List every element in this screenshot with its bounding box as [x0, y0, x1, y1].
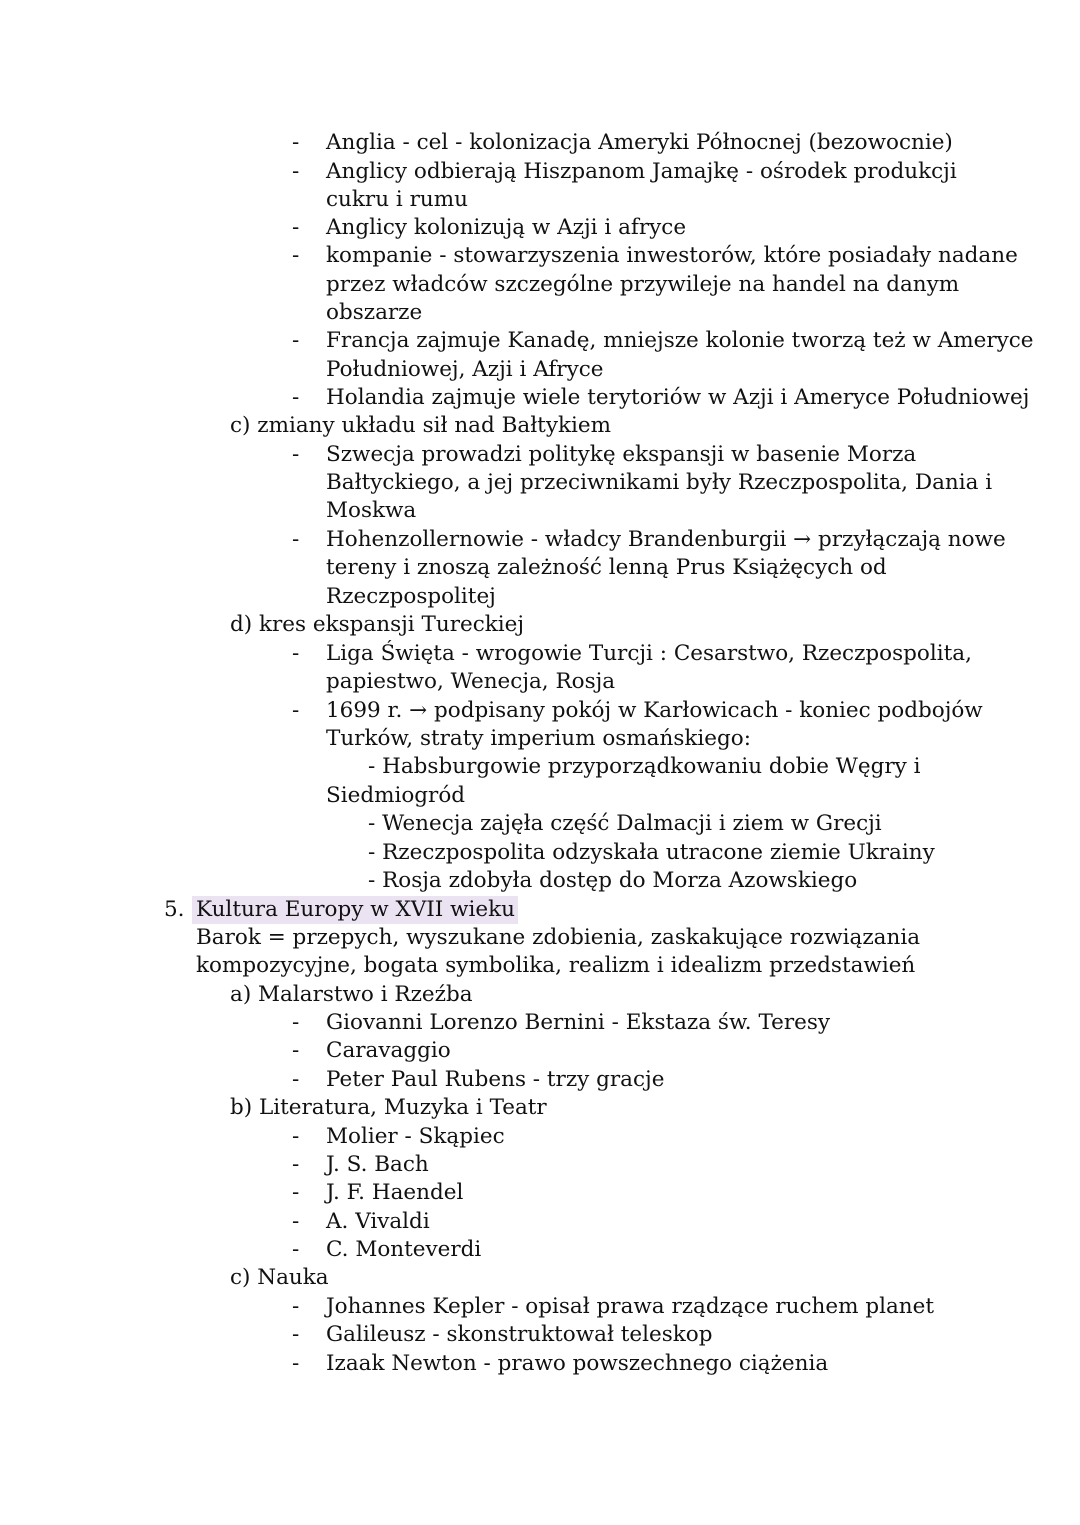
bullet-dash: -: [292, 385, 300, 410]
text-line: Izaak Newton - prawo powszechnego ciążenia: [326, 1351, 829, 1376]
bullet-dash: -: [292, 243, 300, 268]
text-line: Bałtyckiego, a jej przeciwnikami były Rzeczpospolita, Dania i: [326, 470, 993, 495]
bullet-dash: -: [292, 1180, 300, 1205]
text-line: obszarze: [326, 300, 423, 325]
text-line: C. Monteverdi: [326, 1237, 482, 1262]
section-heading: c) zmiany układu sił nad Bałtykiem: [230, 413, 611, 438]
text-line: Barok = przepych, wyszukane zdobienia, zaskakujące rozwiązania: [196, 925, 921, 950]
text-line: 1699 r. → podpisany pokój w Karłowicach - koniec podbojów: [326, 698, 983, 723]
text-line: Anglicy kolonizują w Azji i afryce: [326, 215, 687, 240]
text-line: Południowej, Azji i Afryce: [326, 357, 604, 382]
bullet-dash: -: [292, 328, 300, 353]
text-line: Anglicy odbierają Hiszpanom Jamajkę - ośrodek produkcji: [326, 159, 957, 184]
text-line: tereny i znoszą zależność lenną Prus Książęcych od: [326, 555, 887, 580]
bullet-dash: -: [292, 442, 300, 467]
section-heading: c) Nauka: [230, 1265, 329, 1290]
text-line: A. Vivaldi: [326, 1209, 430, 1234]
bullet-dash: -: [292, 1209, 300, 1234]
bullet-dash: -: [292, 1152, 300, 1177]
bullet-dash: -: [292, 1010, 300, 1035]
text-line: przez władców szczególne przywileje na handel na danym: [326, 272, 960, 297]
text-line: Turków, straty imperium osmańskiego:: [326, 726, 751, 751]
text-line: Francja zajmuje Kanadę, mniejsze kolonie tworzą też w Ameryce: [326, 328, 1034, 353]
chapter-title: Kultura Europy w XVII wieku: [192, 896, 518, 924]
text-line: Anglia - cel - kolonizacja Ameryki Północnej (bezowocnie): [326, 130, 953, 155]
text-line: Rzeczpospolitej: [326, 584, 496, 609]
bullet-dash: -: [292, 159, 300, 184]
text-line: - Rzeczpospolita odzyskała utracone ziemie Ukrainy: [368, 840, 935, 865]
bullet-dash: -: [292, 1322, 300, 1347]
text-line: J. F. Haendel: [326, 1180, 464, 1205]
text-line: Hohenzollernowie - władcy Brandenburgii → przyłączają nowe: [326, 527, 1006, 552]
text-line: Siedmiogród: [326, 783, 466, 808]
text-line: - Wenecja zajęła część Dalmacji i ziem w Grecji: [368, 811, 882, 836]
bullet-dash: -: [292, 215, 300, 240]
text-line: Caravaggio: [326, 1038, 451, 1063]
text-line: Moskwa: [326, 498, 417, 523]
text-line: Galileusz - skonstruktował teleskop: [326, 1322, 713, 1347]
text-line: Giovanni Lorenzo Bernini - Ekstaza św. Teresy: [326, 1010, 831, 1035]
text-line: - Habsburgowie przyporządkowaniu dobie Węgry i: [368, 754, 921, 779]
section-heading: a) Malarstwo i Rzeźba: [230, 982, 473, 1007]
text-line: Liga Święta - wrogowie Turcji : Cesarstwo, Rzeczpospolita,: [326, 641, 972, 666]
text-line: Holandia zajmuje wiele terytoriów w Azji i Ameryce Południowej: [326, 385, 1030, 410]
text-line: Peter Paul Rubens - trzy gracje: [326, 1067, 665, 1092]
section-heading: d) kres ekspansji Tureckiej: [230, 612, 525, 637]
text-line: - Rosja zdobyła dostęp do Morza Azowskiego: [368, 868, 858, 893]
text-line: cukru i rumu: [326, 187, 468, 212]
bullet-dash: -: [292, 527, 300, 552]
bullet-dash: -: [292, 1237, 300, 1262]
text-line: kompanie - stowarzyszenia inwestorów, które posiadały nadane: [326, 243, 1018, 268]
bullet-dash: -: [292, 1038, 300, 1063]
text-line: papiestwo, Wenecja, Rosja: [326, 669, 616, 694]
bullet-dash: -: [292, 130, 300, 155]
text-line: Szwecja prowadzi politykę ekspansji w basenie Morza: [326, 442, 917, 467]
text-line: J. S. Bach: [326, 1152, 429, 1177]
text-line: kompozycyjne, bogata symbolika, realizm i idealizm przedstawień: [196, 953, 916, 978]
bullet-dash: -: [292, 1067, 300, 1092]
bullet-dash: -: [292, 1294, 300, 1319]
text-line: Johannes Kepler - opisał prawa rządzące ruchem planet: [326, 1294, 935, 1319]
bullet-dash: -: [292, 1124, 300, 1149]
bullet-dash: -: [292, 1351, 300, 1376]
bullet-dash: -: [292, 698, 300, 723]
section-heading: b) Literatura, Muzyka i Teatr: [230, 1095, 547, 1120]
bullet-dash: -: [292, 641, 300, 666]
section-number: 5.: [164, 897, 185, 922]
text-line: Molier - Skąpiec: [326, 1124, 505, 1149]
